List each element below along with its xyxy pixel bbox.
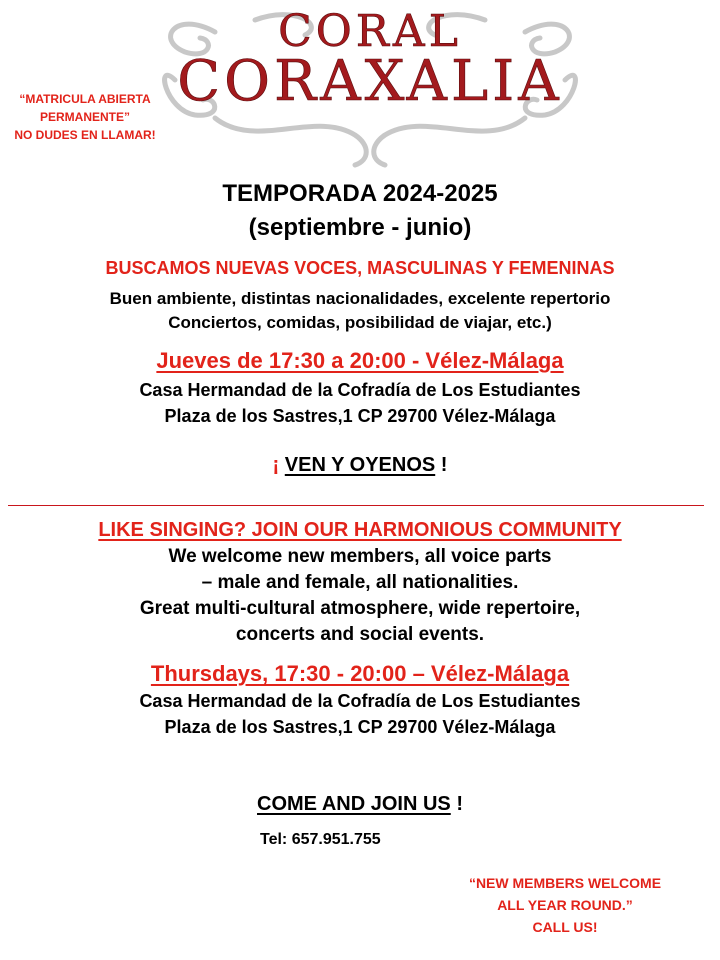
schedule-spanish: Jueves de 17:30 a 20:00 - Vélez-Málaga (156, 348, 564, 373)
note-line: ALL YEAR ROUND.” (497, 897, 633, 913)
description-line: Buen ambiente, distintas nacionalidades, excelente repertorio (109, 289, 611, 308)
venue-name: Casa Hermandad de la Cofradía de Los Estudiantes (139, 380, 581, 400)
note-line: PERMANENTE” (39, 110, 130, 124)
season-title: TEMPORADA 2024-2025 (222, 180, 498, 207)
schedule-english: Thursdays, 17:30 - 20:00 – Vélez-Málaga (150, 661, 570, 686)
cta-text: COME AND JOIN US (257, 793, 451, 815)
note-line: “MATRICULA ABIERTA (19, 92, 151, 106)
cta-text: VEN Y OYENOS (284, 454, 436, 476)
note-line: “NEW MEMBERS WELCOME (468, 875, 662, 891)
cta-english (0, 793, 720, 816)
phone-number: Tel: 657.951.755 (260, 831, 381, 848)
note-line: CALL US! (532, 919, 598, 935)
cta-close-mark: ! (440, 454, 448, 476)
coraxalia-logo (155, 0, 585, 172)
season-months: (septiembre - junio) (248, 214, 472, 241)
english-description-line: We welcome new members, all voice parts (168, 546, 552, 567)
english-description-line: Great multi-cultural atmosphere, wide repertoire, (139, 598, 581, 619)
venue-address: Plaza de los Sastres,1 CP 29700 Vélez-Málaga (164, 406, 556, 426)
english-headline: LIKE SINGING? JOIN OUR HARMONIOUS COMMUNITY (98, 519, 622, 541)
description-line: Conciertos, comidas, posibilidad de viajar, etc.) (168, 313, 552, 332)
cta-close-mark: ! (456, 793, 463, 815)
recruiting-headline: BUSCAMOS NUEVAS VOCES, MASCULINAS Y FEMENINAS (105, 258, 615, 278)
cta-spanish (0, 454, 720, 477)
venue-address: Plaza de los Sastres,1 CP 29700 Vélez-Málaga (164, 717, 556, 737)
venue-name: Casa Hermandad de la Cofradía de Los Estudiantes (139, 691, 581, 711)
english-description-line: concerts and social events. (235, 624, 485, 645)
logo-line-2: CORAXALIA (177, 49, 563, 114)
welcome-note (440, 872, 690, 938)
english-description-line: – male and female, all nationalities. (201, 572, 519, 593)
cta-open-mark: ¡ (272, 454, 280, 476)
open-enrollment-note (0, 90, 170, 144)
section-divider (8, 505, 704, 506)
note-line: NO DUDES EN LLAMAR! (14, 128, 156, 142)
logo-line-1: CORAL (278, 6, 462, 57)
